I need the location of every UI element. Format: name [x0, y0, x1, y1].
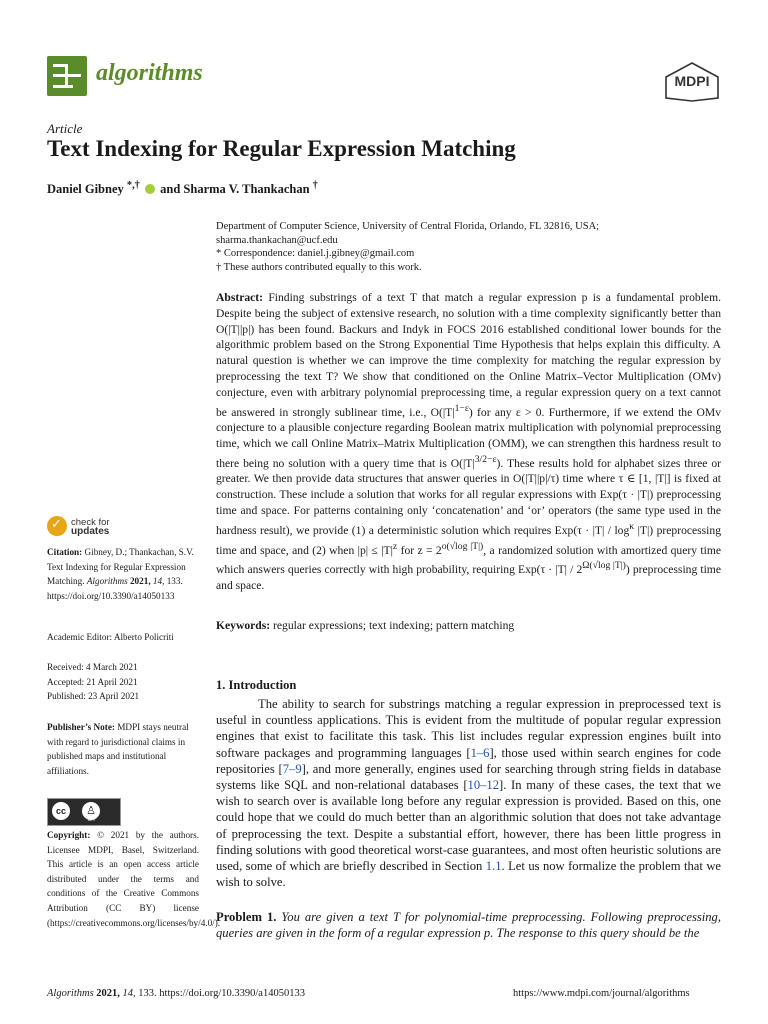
- cc-by-license-icon[interactable]: [47, 798, 121, 826]
- abstract-text: |T|) preprocessing time and space, and (2) when |p| ≤ |T|: [216, 523, 721, 557]
- author-name[interactable]: Sharma V. Thankachan: [183, 182, 310, 197]
- abstract-label: Abstract:: [216, 291, 264, 304]
- mdpi-logo-icon: [664, 62, 720, 102]
- journal-logo-icon: [47, 56, 87, 96]
- journal-name: algorithms: [96, 60, 203, 86]
- footer-citation: [47, 988, 305, 999]
- abstract-text: ) preprocessing time and space.: [216, 563, 721, 592]
- author-conjunction: and: [160, 182, 181, 197]
- author-marks: *,†: [126, 180, 140, 191]
- abstract-sup: κ: [629, 520, 635, 532]
- citation: [47, 545, 199, 603]
- copyright-notice: [47, 828, 221, 930]
- footer-journal-url[interactable]: https://www.mdpi.com/journal/algorithms: [513, 988, 690, 999]
- problem-text: You are given a text T for polynomial-time preprocessing. Following preprocessing, queries are given in the form of a regular expression p. The response to this query should be the: [216, 910, 721, 941]
- person-icon: ♙: [82, 802, 100, 820]
- equal-contribution-note: † These authors contributed equally to this work.: [216, 262, 422, 273]
- citation-text: Gibney, D.; Thankachan, S.V. Text Indexing for Regular Expression Matching.: [47, 547, 194, 587]
- abstract-sup: z: [392, 540, 398, 552]
- intro-text: The ability to search for substrings matching a regular expression in preprocessed text is useful in countless applications. This is evident from the multitude of popular regular expression engines that exist to facilitate this task. This list includes regular expression engines built into software packages and programming languages [: [216, 697, 721, 760]
- by-label: BY: [88, 817, 97, 823]
- intro-paragraph: [216, 696, 721, 890]
- citation-journal: Algorithms: [86, 576, 128, 587]
- citation-link[interactable]: 10–12: [467, 778, 500, 793]
- citation-link[interactable]: 7–9: [282, 761, 302, 776]
- abstract-sup: 3/2−ε: [474, 453, 497, 465]
- keywords: [216, 619, 721, 632]
- accepted-date: Accepted: 21 April 2021: [47, 677, 138, 687]
- intro-text: ], and more generally, engines used for searching through string fields in database systems like SQL and non-relational databases [: [216, 761, 721, 793]
- problem-label: Problem 1.: [216, 910, 277, 924]
- abstract-text: ). These results hold for alphabet sizes three or greater. We then provide data structures that answer queries in O(|T||p|/τ) time where τ ∈ [1, |T|] is fixed at construction. These include a solution that works for all regular expressions with Exp(τ · |T|) preprocessing time and space. For patterns containing only ‘concatenation’ and ‘or’ operators (the same type used in the hardness result), we provide (1) a deterministic solution which requires Exp(τ · |T| / log: [216, 456, 721, 537]
- citation-volume: 14,: [152, 576, 165, 587]
- correspondence: * Correspondence: daniel.j.gibney@gmail.com: [216, 248, 415, 259]
- affiliation: Department of Computer Science, University of Central Florida, Orlando, FL 32816, USA;: [216, 221, 600, 232]
- affiliation-email[interactable]: sharma.thankachan@ucf.edu: [216, 235, 338, 246]
- cc-icon: cc: [52, 802, 70, 820]
- updates-line2: updates: [71, 526, 110, 537]
- intro-text: . Let us now formalize the problem that we wish to solve.: [216, 859, 721, 890]
- problem-statement: [216, 909, 721, 941]
- copyright-label: Copyright:: [47, 830, 91, 840]
- section-heading: 1. Introduction: [216, 678, 297, 692]
- abstract: [216, 290, 721, 594]
- author-name[interactable]: Daniel Gibney: [47, 182, 124, 197]
- orcid-icon[interactable]: [145, 184, 155, 194]
- footer-year: 2021,: [96, 988, 120, 999]
- publisher-note-text: MDPI stays neutral with regard to jurisdictional claims in published maps and institutional affiliations.: [47, 722, 189, 776]
- footer-volume: 14,: [122, 988, 136, 999]
- article-title: Text Indexing for Regular Expression Matching: [47, 136, 516, 161]
- abstract-text: Finding substrings of a text T that match a regular expression p is a fundamental problem. Despite being the subject of extensive research, no solution with a time complexity significantly better than O(|T||p|) has been found. Backurs and Indyk in FOCS 2016 established conditional lower bounds for the algorithmic problem based on the Strong Exponential Time Hypothesis that helps explain this difficulty. A natural question is whether we can improve the time complexity for matching the regular expression by preprocessing the text T? We show that conditioned on the Online Matrix–Vector Multiplication (OMv) conjecture, even with arbitrary polynomial preprocessing time, a regular expression query on a text cannot be answered in strongly sublinear time, i.e., O(|T|: [216, 291, 721, 419]
- abstract-sup: 1−ε: [454, 402, 469, 414]
- updates-line1: check for: [71, 517, 110, 528]
- abstract-text: for z = 2: [397, 543, 442, 557]
- abstract-sup: o(√log |T|): [441, 540, 484, 552]
- citation-link[interactable]: 1–6: [470, 745, 490, 760]
- abstract-text: , a randomized solution with amortized query time which answers queries correctly with high probability, requiring Exp(τ · |T| / 2: [216, 543, 722, 577]
- publisher-note: [47, 720, 199, 778]
- intro-text: ]. In many of these cases, the text that we wish to search over is available long before any regular expression is provided. Based on this, one could hope that we could do much better than an algorithmic solution that does not take advantage of preprocessing the text. Despite a substantial effort, however, there has been little progress in finding solutions with good theoretical worst-case guarantees, and most often heuristic solutions are used, some of which are briefly described in Section: [216, 778, 721, 874]
- academic-editor: Academic Editor: Alberto Policriti: [47, 632, 174, 642]
- citation-year: 2021,: [129, 576, 151, 587]
- section-link[interactable]: 1.1: [485, 859, 502, 874]
- publisher-note-label: Publisher’s Note:: [47, 722, 115, 732]
- check-icon: ✓: [47, 516, 67, 536]
- abstract-text: ) for any ε > 0. Furthermore, if we extend the OMv conjecture to a plausible conjecture regarding Boolean matrix multiplication with polynomial preprocessing time, which we call Online Matrix–Matrix Multiplication (OMM), we can strengthen this hardness result to there being no solution with a query time that is O(|T|: [216, 405, 721, 470]
- keywords-label: Keywords:: [216, 619, 271, 632]
- publisher-name: MDPI: [674, 73, 710, 89]
- citation-doi[interactable]: 133. https://doi.org/10.3390/a14050133: [47, 576, 183, 601]
- author-marks: †: [312, 180, 318, 191]
- abstract-sup: Ω(√log |T|): [582, 560, 626, 572]
- citation-label: Citation:: [47, 547, 83, 557]
- footer-journal: Algorithms: [47, 988, 94, 999]
- received-date: Received: 4 March 2021: [47, 662, 138, 672]
- footer-doi[interactable]: 133. https://doi.org/10.3390/a14050133: [138, 988, 305, 999]
- published-date: Published: 23 April 2021: [47, 691, 140, 701]
- copyright-text: © 2021 by the authors. Licensee MDPI, Basel, Switzerland. This article is an open access article distributed under the terms and conditions of the Creative Commons Attribution (CC BY) license (https://creativecommons.org/licenses/by/4.0/).: [47, 830, 221, 928]
- intro-text: ], those used within search engines for code repositories [: [216, 745, 721, 776]
- author-list: [47, 180, 318, 197]
- article-type: Article: [47, 121, 83, 136]
- keywords-text: regular expressions; text indexing; pattern matching: [273, 619, 515, 632]
